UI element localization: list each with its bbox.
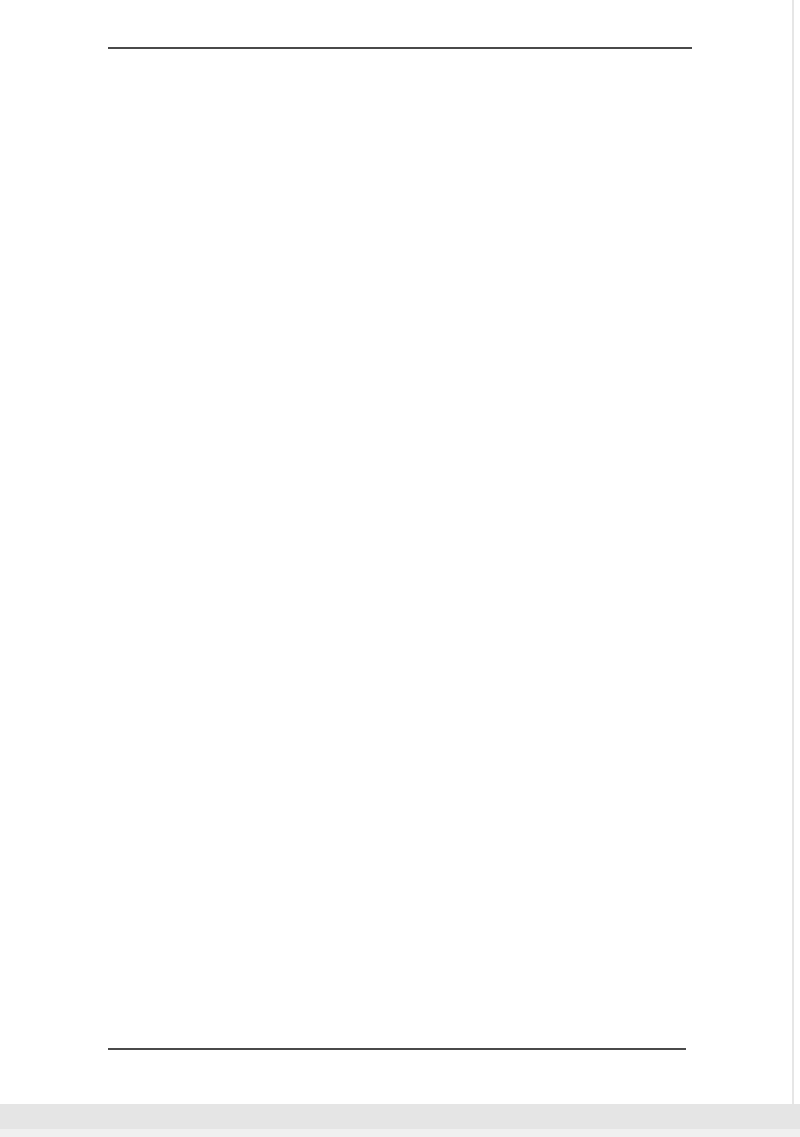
footer-banner: [0, 1028, 800, 1042]
document-body: [93, 128, 717, 138]
header-banner: [0, 30, 800, 44]
page-right-edge: [792, 0, 794, 1105]
header-divider: [108, 47, 692, 49]
next-page-edge: [0, 1129, 800, 1137]
footer-divider: [108, 1048, 686, 1050]
page-gap: [0, 1104, 800, 1129]
